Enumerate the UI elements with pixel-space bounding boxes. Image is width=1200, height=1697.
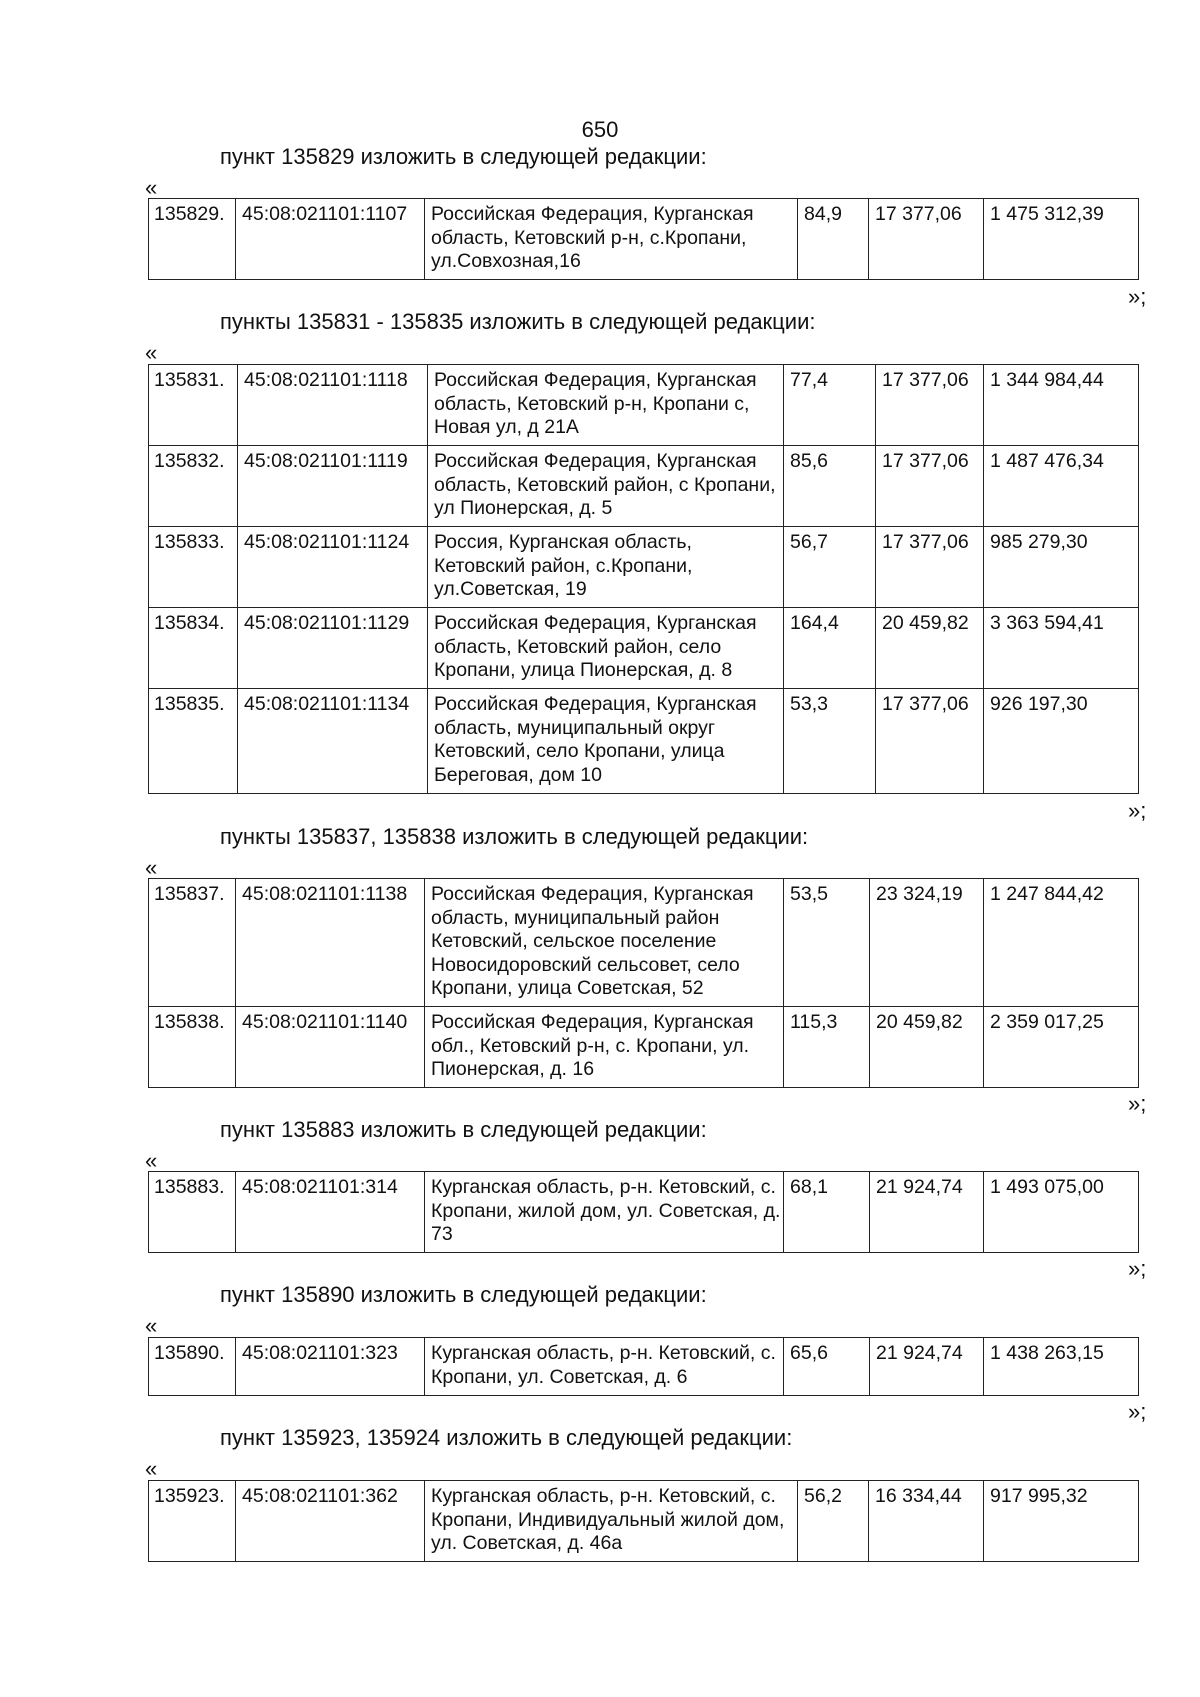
unit-price: 20 459,82 bbox=[870, 1007, 984, 1088]
area: 85,6 bbox=[784, 446, 876, 527]
cadastral-number: 45:08:021101:1138 bbox=[236, 879, 425, 1007]
row-number: 135883. bbox=[149, 1172, 236, 1253]
total-value: 917 995,32 bbox=[984, 1481, 1139, 1562]
area: 53,3 bbox=[784, 689, 876, 794]
open-quote: « bbox=[145, 1456, 158, 1481]
unit-price: 21 924,74 bbox=[870, 1172, 984, 1253]
section-intro: пункт 135829 изложить в следующей редакции: bbox=[220, 144, 707, 169]
data-table bbox=[148, 1171, 1139, 1253]
unit-price: 23 324,19 bbox=[870, 879, 984, 1007]
total-value: 1 344 984,44 bbox=[984, 365, 1139, 446]
cadastral-number: 45:08:021101:1119 bbox=[238, 446, 428, 527]
page-number: 650 bbox=[581, 117, 619, 142]
address: Курганская область, р-н. Кетовский, с. Кропани, ул. Советская, д. 6 bbox=[425, 1338, 784, 1396]
address: Российская Федерация, Курганская область, Кетовский район, с Кропани, ул Пионерская, д. 5 bbox=[428, 446, 784, 527]
unit-price: 16 334,44 bbox=[869, 1481, 984, 1562]
address: Российская Федерация, Курганская область, Кетовский р-н, Кропани с, Новая ул, д 21А bbox=[428, 365, 784, 446]
row-number: 135890. bbox=[149, 1338, 236, 1396]
data-table bbox=[148, 878, 1139, 1088]
close-quote: »; bbox=[1128, 1399, 1147, 1424]
data-table bbox=[148, 1480, 1139, 1562]
close-quote: »; bbox=[1128, 798, 1147, 823]
total-value: 985 279,30 bbox=[984, 527, 1139, 608]
total-value: 926 197,30 bbox=[984, 689, 1139, 794]
area: 84,9 bbox=[798, 199, 869, 280]
table-row bbox=[149, 446, 1139, 527]
address: Курганская область, р-н. Кетовский, с. Кропани, Индивидуальный жилой дом, ул. Советская, д. 46а bbox=[425, 1481, 798, 1562]
table-row bbox=[149, 365, 1139, 446]
cadastral-number: 45:08:021101:1124 bbox=[238, 527, 428, 608]
cadastral-number: 45:08:021101:314 bbox=[236, 1172, 425, 1253]
address: Российская Федерация, Курганская область, муниципальный округ Кетовский, село Кропани, улица Береговая, дом 10 bbox=[428, 689, 784, 794]
row-number: 135832. bbox=[149, 446, 238, 527]
total-value: 2 359 017,25 bbox=[984, 1007, 1139, 1088]
close-quote: »; bbox=[1128, 1256, 1147, 1281]
open-quote: « bbox=[145, 340, 158, 365]
table-row bbox=[149, 1007, 1139, 1088]
unit-price: 20 459,82 bbox=[876, 608, 984, 689]
address: Российская Федерация, Курганская область, Кетовский р-н, с.Кропани, ул.Совхозная,16 bbox=[425, 199, 798, 280]
total-value: 1 475 312,39 bbox=[984, 199, 1139, 280]
row-number: 135837. bbox=[149, 879, 236, 1007]
area: 56,2 bbox=[798, 1481, 869, 1562]
table-row bbox=[149, 879, 1139, 1007]
cadastral-number: 45:08:021101:362 bbox=[236, 1481, 425, 1562]
row-number: 135834. bbox=[149, 608, 238, 689]
area: 65,6 bbox=[784, 1338, 870, 1396]
address: Российская Федерация, Курганская обл., Кетовский р-н, с. Кропани, ул. Пионерская, д. 16 bbox=[425, 1007, 784, 1088]
data-table bbox=[148, 198, 1139, 280]
unit-price: 17 377,06 bbox=[876, 365, 984, 446]
close-quote: »; bbox=[1128, 1091, 1147, 1116]
total-value: 1 487 476,34 bbox=[984, 446, 1139, 527]
table-row bbox=[149, 689, 1139, 794]
unit-price: 21 924,74 bbox=[870, 1338, 984, 1396]
area: 164,4 bbox=[784, 608, 876, 689]
cadastral-number: 45:08:021101:1134 bbox=[238, 689, 428, 794]
section-intro: пункт 135883 изложить в следующей редакции: bbox=[220, 1117, 707, 1142]
cadastral-number: 45:08:021101:1140 bbox=[236, 1007, 425, 1088]
total-value: 1 247 844,42 bbox=[984, 879, 1139, 1007]
open-quote: « bbox=[145, 175, 158, 200]
section-intro: пункты 135837, 135838 изложить в следующей редакции: bbox=[220, 824, 809, 849]
total-value: 1 493 075,00 bbox=[984, 1172, 1139, 1253]
address: Российская Федерация, Курганская область, Кетовский район, село Кропани, улица Пионерская, д. 8 bbox=[428, 608, 784, 689]
section-intro: пункты 135831 - 135835 изложить в следующей редакции: bbox=[220, 309, 816, 334]
section-intro: пункт 135890 изложить в следующей редакции: bbox=[220, 1282, 707, 1307]
data-table bbox=[148, 1337, 1139, 1396]
table-row bbox=[149, 199, 1139, 280]
data-table bbox=[148, 364, 1139, 794]
open-quote: « bbox=[145, 1148, 158, 1173]
address: Российская Федерация, Курганская область, муниципальный район Кетовский, сельское поселение Новосидоровский сельсовет, село Кропани, улица Советская, 52 bbox=[425, 879, 784, 1007]
area: 115,3 bbox=[784, 1007, 870, 1088]
table-row bbox=[149, 1338, 1139, 1396]
row-number: 135829. bbox=[149, 199, 236, 280]
area: 77,4 bbox=[784, 365, 876, 446]
row-number: 135833. bbox=[149, 527, 238, 608]
cadastral-number: 45:08:021101:1118 bbox=[238, 365, 428, 446]
section-intro: пункт 135923, 135924 изложить в следующей редакции: bbox=[220, 1425, 793, 1450]
unit-price: 17 377,06 bbox=[876, 446, 984, 527]
row-number: 135838. bbox=[149, 1007, 236, 1088]
row-number: 135831. bbox=[149, 365, 238, 446]
cadastral-number: 45:08:021101:1107 bbox=[236, 199, 425, 280]
cadastral-number: 45:08:021101:1129 bbox=[238, 608, 428, 689]
area: 53,5 bbox=[784, 879, 870, 1007]
address: Россия, Курганская область, Кетовский район, с.Кропани, ул.Советская, 19 bbox=[428, 527, 784, 608]
table-row bbox=[149, 608, 1139, 689]
row-number: 135923. bbox=[149, 1481, 236, 1562]
area: 56,7 bbox=[784, 527, 876, 608]
area: 68,1 bbox=[784, 1172, 870, 1253]
open-quote: « bbox=[145, 855, 158, 880]
table-row bbox=[149, 1172, 1139, 1253]
total-value: 1 438 263,15 bbox=[984, 1338, 1139, 1396]
address: Курганская область, р-н. Кетовский, с. Кропани, жилой дом, ул. Советская, д. 73 bbox=[425, 1172, 784, 1253]
unit-price: 17 377,06 bbox=[869, 199, 984, 280]
unit-price: 17 377,06 bbox=[876, 689, 984, 794]
close-quote: »; bbox=[1128, 284, 1147, 309]
cadastral-number: 45:08:021101:323 bbox=[236, 1338, 425, 1396]
table-row bbox=[149, 1481, 1139, 1562]
total-value: 3 363 594,41 bbox=[984, 608, 1139, 689]
row-number: 135835. bbox=[149, 689, 238, 794]
open-quote: « bbox=[145, 1313, 158, 1338]
table-row bbox=[149, 527, 1139, 608]
unit-price: 17 377,06 bbox=[876, 527, 984, 608]
